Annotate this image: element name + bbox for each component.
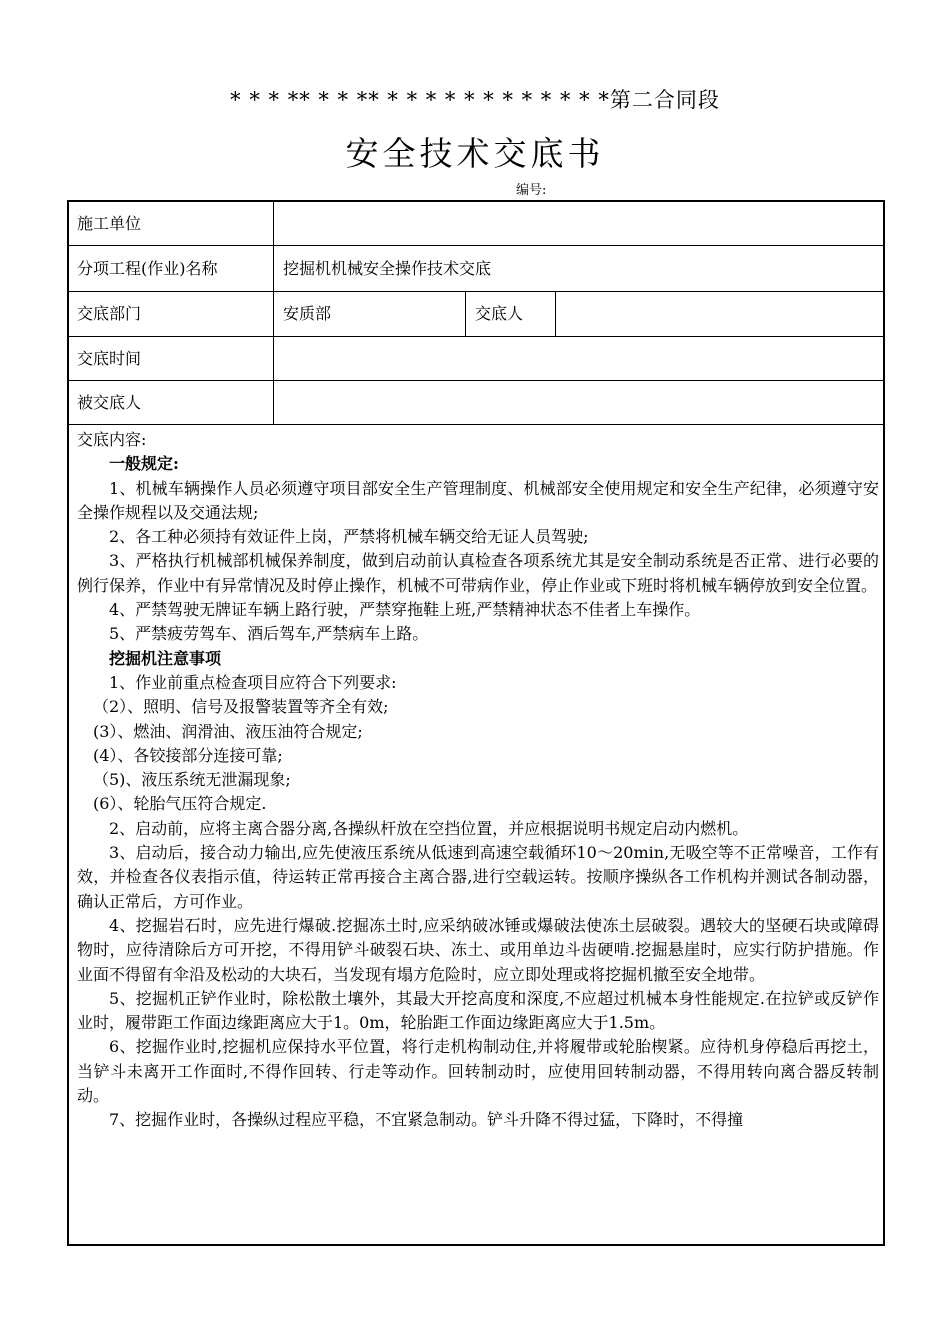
document-title: 安全技术交底书 [345,134,605,173]
column-divider [465,291,466,336]
content-label: 交底内容: [77,430,147,449]
department-label: 交底部门 [77,304,142,323]
row-divider [69,424,883,425]
excavator-item: 5、挖掘机正铲作业时，除松散土壤外，其最大开挖高度和深度,不应超过机械本身性能规定.在拉铲或反铲作业时，履带距工作面边缘距离应大于1。0m，轮胎距工作面边缘距离应大于1.5m。 [77,988,879,1033]
check-item: （2）、照明、信号及报警装置等齐全有效; [93,697,389,717]
excavator-item: 2、启动前，应将主离合器分离,各操纵杆放在空挡位置，并应根据说明书规定启动内燃机。 [109,818,749,838]
excavator-item: 4、挖掘岩石时，应先进行爆破.挖掘冻土时,应采纳破冰锤或爆破法使冻土层破裂。遇较大的坚硬石块或障碍物时，应待清除后方可开挖，不得用铲斗破裂石块、冻土、或用单边斗齿硬啃.挖掘悬崖时，应实行防护措施。作业面不得留有伞沿及松动的大块石，当发现有塌方危险时，应立即处理或将挖掘机撤至安全地带。 [77,915,879,984]
general-heading: 一般规定: [109,454,179,474]
row-divider [69,380,883,381]
recipient-label: 被交底人 [77,393,142,412]
check-item: (3）、燃油、润滑油、液压油符合规定; [93,721,363,741]
project-header: * * * ** * * ** * * * * * * * * * * * *第二合同段 [230,88,720,112]
column-divider [273,202,274,424]
department-value: 安质部 [283,304,332,323]
general-item: 4、严禁驾驶无牌证车辆上路行驶，严禁穿拖鞋上班,严禁精神状态不佳者上车操作。 [109,600,701,620]
row-divider [69,291,883,292]
subproject-label: 分项工程(作业)名称 [77,259,218,278]
excavator-heading: 挖掘机注意事项 [109,648,222,668]
disclosure-form [67,200,885,1246]
general-item: 1、机械车辆操作人员必须遵守项目部安全生产管理制度、机械部安全使用规定和安全生产纪律，必须遵守安全操作规程以及交通法规; [77,478,879,522]
number-label: 编号: [516,183,547,198]
presenter-label: 交底人 [475,304,524,323]
row-divider [69,336,883,337]
general-item: 5、严禁疲劳驾车、酒后驾车,严禁病车上路。 [109,624,429,644]
construction-unit-label: 施工单位 [77,214,142,233]
check-item: （5)、液压系统无泄漏现象; [93,770,291,790]
excavator-intro: 1、作业前重点检查项目应符合下列要求: [109,672,397,692]
check-item: (4）、各铰接部分连接可靠; [93,745,283,765]
excavator-item: 3、启动后，接合动力输出,应先使液压系统从低速到高速空载循环10～20min,无吸空等不正常噪音，工作有效，并检查各仪表指示值，待运转正常再接合主离合器,进行空载运转。按顺序操纵各工作机构并测试各制动器，确认正常后，方可作业。 [77,843,879,911]
excavator-item: 6、挖掘作业时,挖掘机应保持水平位置，将行走机构制动住,并将履带或轮胎楔紧。应待机身停稳后再挖土，当铲斗未离开工作面时,不得作回转、行走等动作。回转制动时，应使用回转制动器，不得用转向离合器反转制动。 [77,1037,879,1106]
time-label: 交底时间 [77,349,142,368]
general-item: 2、各工种必须持有效证件上岗，严禁将机械车辆交给无证人员驾驶; [109,527,589,547]
subproject-value: 挖掘机机械安全操作技术交底 [283,259,492,278]
general-item: 3、严格执行机械部机械保养制度，做到启动前认真检查各项系统尤其是安全制动系统是否正常、进行必要的例行保养，作业中有异常情况及时停止操作，机械不可带病作业，停止作业或下班时将机械车辆停放到安全位置。 [77,551,879,595]
check-item: (6）、轮胎气压符合规定. [93,794,267,814]
row-divider [69,245,883,246]
column-divider [555,291,556,336]
disclosure-content [77,428,879,1133]
excavator-item: 7、挖掘作业时，各操纵过程应平稳，不宜紧急制动。铲斗升降不得过猛，下降时，不得撞 [109,1110,744,1130]
